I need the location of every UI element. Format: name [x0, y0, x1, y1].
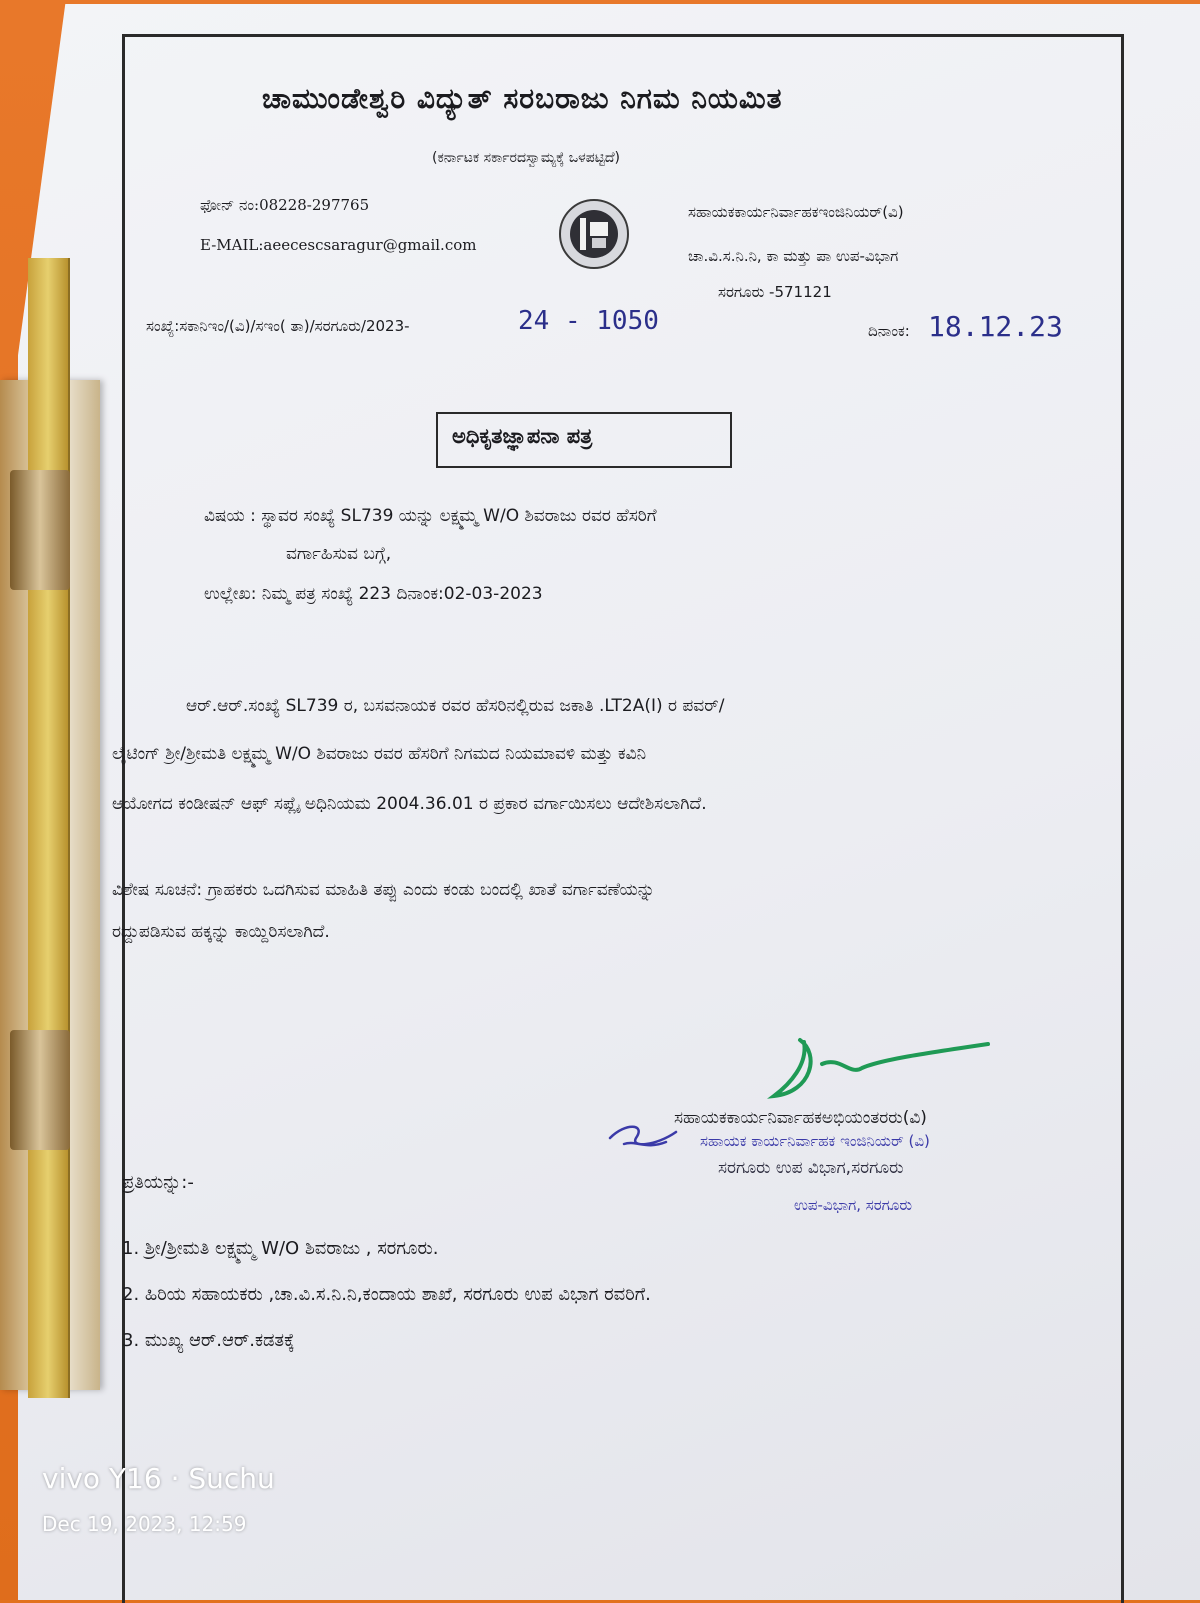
subject-line-1: ವಿಷಯ : ಸ್ಥಾವರ ಸಂಖ್ಯೆ SL739 ಯನ್ನು ಲಕ್ಷ್ಮಮ್ಮ W/O ಶಿವರಾಜು ರವರ ಹೆಸರಿಗೆ	[204, 506, 657, 526]
date-handwritten: 18.12.23	[928, 310, 1063, 343]
copies-heading: ಪ್ರತಿಯನ್ನು:-	[122, 1172, 194, 1193]
subject-line-2: ವರ್ಗಾಹಿಸುವ ಬಗ್ಗೆ,	[286, 544, 392, 564]
phone-number: ಫೋನ್ ನಂ:08228-297765	[200, 196, 370, 214]
body-line-2: ಲೈಟಿಂಗ್ ಶ್ರೀ/ಶ್ರೀಮತಿ ಲಕ್ಷ್ಮಮ್ಮ W/O ಶಿವರಾಜು ರವರ ಹೆಸರಿಗೆ ನಿಗಮದ ನಿಯಮಾವಳಿ ಮತ್ತು ಕವಿನಿ	[112, 744, 647, 764]
camera-watermark-device: vivo Y16 · Suchu	[42, 1462, 275, 1495]
initials-scribble-icon	[606, 1116, 686, 1156]
office-pincode: ಸರಗೂರು -571121	[718, 283, 832, 301]
special-note-line-1: ವಿಶೇಷ ಸೂಚನೆ: ಗ್ರಾಹಕರು ಒದಗಿಸುವ ಮಾಹಿತಿ ತಪ್ಪು ಎಂದು ಕಂಡು ಬಂದಲ್ಲಿ ಖಾತೆ ವರ್ಗಾವಣೆಯನ್ನು	[112, 880, 655, 900]
file-clip-top	[10, 470, 70, 590]
signatory-title: ಸಹಾಯಕಕಾರ್ಯನಿರ್ವಾಹಕಅಭಿಯಂತರರು(ವಿ)	[674, 1108, 927, 1128]
company-subtitle: (ಕರ್ನಾಟಕ ಸರ್ಕಾರದಸ್ವಾಮ್ಯಕ್ಕೆ ಒಳಪಟ್ಟಿದೆ)	[432, 150, 620, 166]
special-note-line-2: ರದ್ದುಪಡಿಸುವ ಹಕ್ಕನ್ನು ಕಾಯ್ದಿರಿಸಲಾಗಿದೆ.	[112, 922, 330, 942]
date-label: ದಿನಾಂಕ:	[868, 322, 910, 340]
body-line-3: ಆಯೋಗದ ಕಂಡೀಷನ್ ಆಫ್ ಸಪ್ಲೈ ಅಧಿನಿಯಮ 2004.36.01 ರ ಪ್ರಕಾರ ವರ್ಗಾಯಿಸಲು ಆದೇಶಿಸಲಾಗಿದೆ.	[112, 794, 707, 814]
camera-watermark-timestamp: Dec 19, 2023, 12:59	[42, 1512, 247, 1536]
copy-item-1: 1. ಶ್ರೀ/ಶ್ರೀಮತಿ ಲಕ್ಷ್ಮಮ್ಮ W/O ಶಿವರಾಜು , ಸರಗೂರು.	[122, 1238, 439, 1259]
official-stamp-line-1: ಸಹಾಯಕ ಕಾರ್ಯನಿರ್ವಾಹಕ ಇಂಜಿನಿಯರ್ (ವಿ)	[700, 1132, 930, 1150]
official-stamp-line-2: ಸರಗೂರು ಉಪ ವಿಭಾಗ,ಸರಗೂರು	[718, 1158, 904, 1178]
body-line-1: ಆರ್.ಆರ್.ಸಂಖ್ಯೆ SL739 ರ, ಬಸವನಾಯಕ ರವರ ಹೆಸರಿನಲ್ಲಿರುವ ಜಕಾತಿ .LT2A(I) ರ ಪವರ್/	[186, 696, 725, 716]
company-logo-icon	[556, 196, 632, 272]
order-title: ಅಧಿಕೃತಜ್ಞಾಪನಾ ಪತ್ರ	[452, 424, 593, 448]
reference-number: ಸಂಖ್ಯೆ:ಸಕಾನಿಇಂ/(ವಿ)/ಸಇಂ( ತಾ)/ಸರಗೂರು/2023-	[146, 317, 410, 335]
company-name: ಚಾಮುಂಡೇಶ್ವರಿ ವಿದ್ಯುತ್ ಸರಬರಾಜು ನಿಗಮ ನಿಯಮಿತ	[262, 82, 783, 115]
copy-item-3: 3. ಮುಖ್ಯ ಆರ್.ಆರ್.ಕಡತಕ್ಕೆ	[122, 1330, 295, 1351]
file-clip-bottom	[10, 1030, 70, 1150]
email-address: E-MAIL:aeecescsaragur@gmail.com	[200, 236, 477, 254]
office-division: ಚಾ.ವಿ.ಸ.ನಿ.ನಿ, ಕಾ ಮತ್ತು ಪಾ ಉಪ-ವಿಭಾಗ	[688, 247, 899, 265]
reference-number-handwritten: 24 - 1050	[518, 306, 659, 336]
file-binding-strip	[28, 258, 70, 1398]
official-stamp-line-3: ಉಪ-ವಿಭಾಗ, ಸರಗೂರು	[794, 1196, 913, 1214]
copy-item-2: 2. ಹಿರಿಯ ಸಹಾಯಕರು ,ಚಾ.ವಿ.ಸ.ನಿ.ನಿ,ಕಂದಾಯ ಶಾಖೆ, ಸರಗೂರು ಉಪ ವಿಭಾಗ ರವರಿಗೆ.	[122, 1284, 651, 1305]
signature-icon	[760, 1034, 1000, 1114]
office-designation: ಸಹಾಯಕಕಾರ್ಯನಿರ್ವಾಹಕಇಂಜಿನಿಯರ್(ವಿ)	[688, 203, 904, 221]
reference-line: ಉಲ್ಲೇಖ: ನಿಮ್ಮ ಪತ್ರ ಸಂಖ್ಯೆ 223 ದಿನಾಂಕ:02-03-2023	[204, 584, 543, 604]
